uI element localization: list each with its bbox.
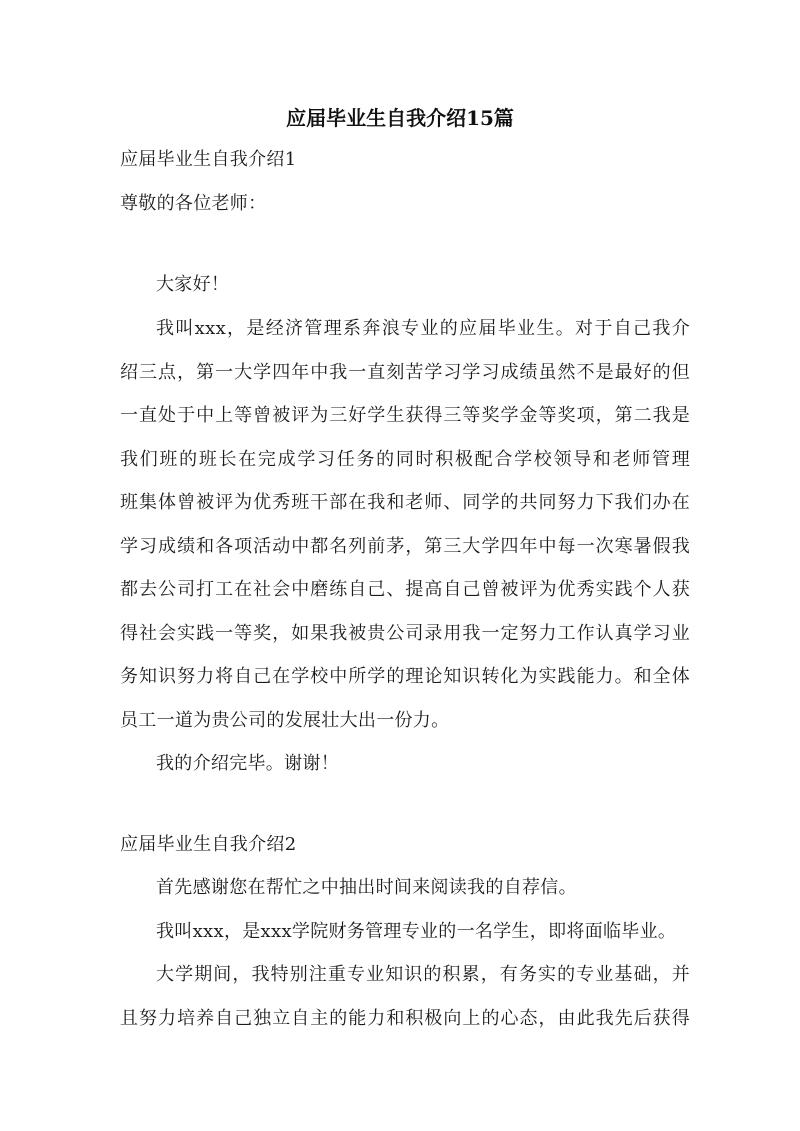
body-line: 班集体曾被评为优秀班干部在我和老师、同学的共同努力下我们办在: [120, 492, 690, 513]
body-line: 一直处于中上等曾被评为三好学生获得三等奖学金等奖项，第二我是: [120, 405, 690, 426]
paragraph-line: 我叫xxx，是xxx学院财务管理专业的一名学生，即将面临毕业。: [156, 921, 677, 942]
paragraph-line: 首先感谢您在帮忙之中抽出时间来阅读我的自荐信。: [156, 877, 577, 898]
salutation: 尊敬的各位老师：: [120, 193, 267, 214]
body-line: 我叫xxx，是经济管理系奔浪专业的应届毕业生。对于自己我介: [156, 318, 690, 339]
body-line: 都去公司打工在社会中磨练自己、提高自己曾被评为优秀实践个人获: [120, 579, 690, 600]
body-line: 学习成绩和各项活动中都名列前茅，第三大学四年中每一次寒暑假我: [120, 536, 690, 557]
body-line: 得社会实践一等奖，如果我被贵公司录用我一定努力工作认真学习业: [120, 623, 690, 644]
paragraph-line: 大学期间，我特别注重专业知识的积累，有务实的专业基础，并: [156, 964, 690, 985]
closing-line: 我的介绍完毕。谢谢！: [156, 753, 339, 774]
body-line: 绍三点，第一大学四年中我一直刻苦学习学习成绩虽然不是最好的但: [120, 362, 690, 383]
paragraph-line: 且努力培养自己独立自主的能力和积极向上的心态，由此我先后获得: [120, 1008, 690, 1029]
greeting: 大家好！: [156, 274, 230, 295]
body-line: 我们班的班长在完成学习任务的同时积极配合学校领导和老师管理: [120, 449, 690, 470]
body-line: 员工一道为贵公司的发展壮大出一份力。: [120, 710, 450, 731]
section-heading-1: 应届毕业生自我介绍1: [120, 149, 297, 170]
document-title: 应届毕业生自我介绍15篇: [286, 106, 514, 130]
body-line: 务知识努力将自己在学校中所学的理论知识转化为实践能力。和全体: [120, 666, 690, 687]
section-heading-2: 应届毕业生自我介绍2: [120, 834, 297, 855]
